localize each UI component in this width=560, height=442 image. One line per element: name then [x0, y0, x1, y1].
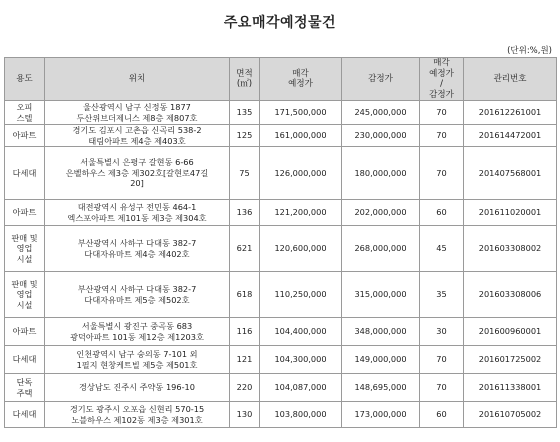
cell-use: 판매 및 영업 시설 [5, 226, 45, 272]
table-row [5, 125, 557, 147]
cell-area: 121 [230, 346, 260, 374]
cell-mgmt-no: 201600960001 [464, 318, 557, 346]
cell-location: 경상남도 진주시 주약동 196-10 [45, 374, 230, 402]
cell-sale-price: 104,300,000 [260, 346, 342, 374]
cell-area: 621 [230, 226, 260, 272]
cell-mgmt-no: 201610705002 [464, 402, 557, 428]
cell-rate: 70 [420, 374, 464, 402]
cell-appraisal: 268,000,000 [342, 226, 420, 272]
cell-mgmt-no: 201603308002 [464, 226, 557, 272]
cell-use: 아파트 [5, 318, 45, 346]
table-row [5, 374, 557, 402]
cell-area: 136 [230, 200, 260, 226]
cell-location: 울산광역시 남구 신정동 1877 두산위브더제니스 제8층 제807호 [45, 101, 230, 125]
cell-sale-price: 110,250,000 [260, 272, 342, 318]
cell-sale-price: 171,500,000 [260, 101, 342, 125]
property-table [4, 57, 557, 428]
cell-mgmt-no: 201603308006 [464, 272, 557, 318]
cell-rate: 35 [420, 272, 464, 318]
cell-appraisal: 148,695,000 [342, 374, 420, 402]
cell-location: 대전광역시 유성구 전민동 464-1 엑스포아파트 제101동 제3층 제304호 [45, 200, 230, 226]
cell-mgmt-no: 201601725002 [464, 346, 557, 374]
cell-sale-price: 104,400,000 [260, 318, 342, 346]
cell-sale-price: 104,087,000 [260, 374, 342, 402]
unit-note: (단위:%,원) [507, 46, 552, 56]
cell-location: 서울특별시 은평구 갈현동 6-66 은벨하우스 제3층 제302호[갈현로47길 20] [45, 147, 230, 200]
cell-location: 경기도 광주시 오포읍 신현리 570-15 노블하우스 제102동 제3층 제301호 [45, 402, 230, 428]
cell-location: 부산광역시 사하구 다대동 382-7 다대자유마트 제5층 제502호 [45, 272, 230, 318]
cell-area: 75 [230, 147, 260, 200]
cell-rate: 70 [420, 346, 464, 374]
cell-use: 아파트 [5, 200, 45, 226]
cell-mgmt-no: 201611020001 [464, 200, 557, 226]
cell-rate: 70 [420, 101, 464, 125]
cell-sale-price: 103,800,000 [260, 402, 342, 428]
header-use: 용도 [5, 58, 45, 101]
table-header-row [5, 58, 557, 101]
cell-rate: 60 [420, 402, 464, 428]
page-title: 주요매각예정물건 [223, 15, 337, 31]
cell-appraisal: 245,000,000 [342, 101, 420, 125]
cell-mgmt-no: 201614472001 [464, 125, 557, 147]
cell-area: 135 [230, 101, 260, 125]
cell-rate: 30 [420, 318, 464, 346]
cell-appraisal: 149,000,000 [342, 346, 420, 374]
cell-mgmt-no: 201612261001 [464, 101, 557, 125]
table-row [5, 346, 557, 374]
header-area: 면적 (㎡) [230, 58, 260, 101]
cell-appraisal: 180,000,000 [342, 147, 420, 200]
table-row [5, 200, 557, 226]
cell-area: 125 [230, 125, 260, 147]
cell-use: 단독 주택 [5, 374, 45, 402]
table-row [5, 226, 557, 272]
cell-rate: 70 [420, 125, 464, 147]
cell-appraisal: 173,000,000 [342, 402, 420, 428]
cell-mgmt-no: 201407568001 [464, 147, 557, 200]
table-row [5, 272, 557, 318]
header-rate: 매각 예정가 / 감정가 [420, 58, 464, 101]
cell-area: 220 [230, 374, 260, 402]
table-row [5, 402, 557, 428]
cell-use: 다세대 [5, 147, 45, 200]
cell-appraisal: 348,000,000 [342, 318, 420, 346]
cell-use: 다세대 [5, 346, 45, 374]
header-appraisal: 감정가 [342, 58, 420, 101]
table-row [5, 101, 557, 125]
cell-location: 서울특별시 광진구 중곡동 683 광덕아파트 101동 제12층 제1203호 [45, 318, 230, 346]
cell-mgmt-no: 201611338001 [464, 374, 557, 402]
cell-use: 다세대 [5, 402, 45, 428]
cell-use: 오피 스텔 [5, 101, 45, 125]
table-row [5, 147, 557, 200]
header-sale-price: 매각 예정가 [260, 58, 342, 101]
cell-sale-price: 126,000,000 [260, 147, 342, 200]
cell-rate: 60 [420, 200, 464, 226]
cell-sale-price: 161,000,000 [260, 125, 342, 147]
cell-appraisal: 202,000,000 [342, 200, 420, 226]
cell-area: 116 [230, 318, 260, 346]
cell-use: 아파트 [5, 125, 45, 147]
cell-location: 경기도 김포시 고촌읍 신곡리 538-2 태림아파트 제4층 제403호 [45, 125, 230, 147]
cell-sale-price: 120,600,000 [260, 226, 342, 272]
cell-appraisal: 315,000,000 [342, 272, 420, 318]
cell-sale-price: 121,200,000 [260, 200, 342, 226]
cell-rate: 70 [420, 147, 464, 200]
cell-area: 130 [230, 402, 260, 428]
cell-appraisal: 230,000,000 [342, 125, 420, 147]
header-mgmt-no: 관리번호 [464, 58, 557, 101]
cell-use: 판매 및 영업 시설 [5, 272, 45, 318]
cell-rate: 45 [420, 226, 464, 272]
header-location: 위치 [45, 58, 230, 101]
cell-location: 인천광역시 남구 숭의동 7-101 외 1필지 현창케트빌 제5층 제501호 [45, 346, 230, 374]
cell-location: 부산광역시 사하구 다대동 382-7 다대자유마트 제4층 제402호 [45, 226, 230, 272]
cell-area: 618 [230, 272, 260, 318]
table-row [5, 318, 557, 346]
